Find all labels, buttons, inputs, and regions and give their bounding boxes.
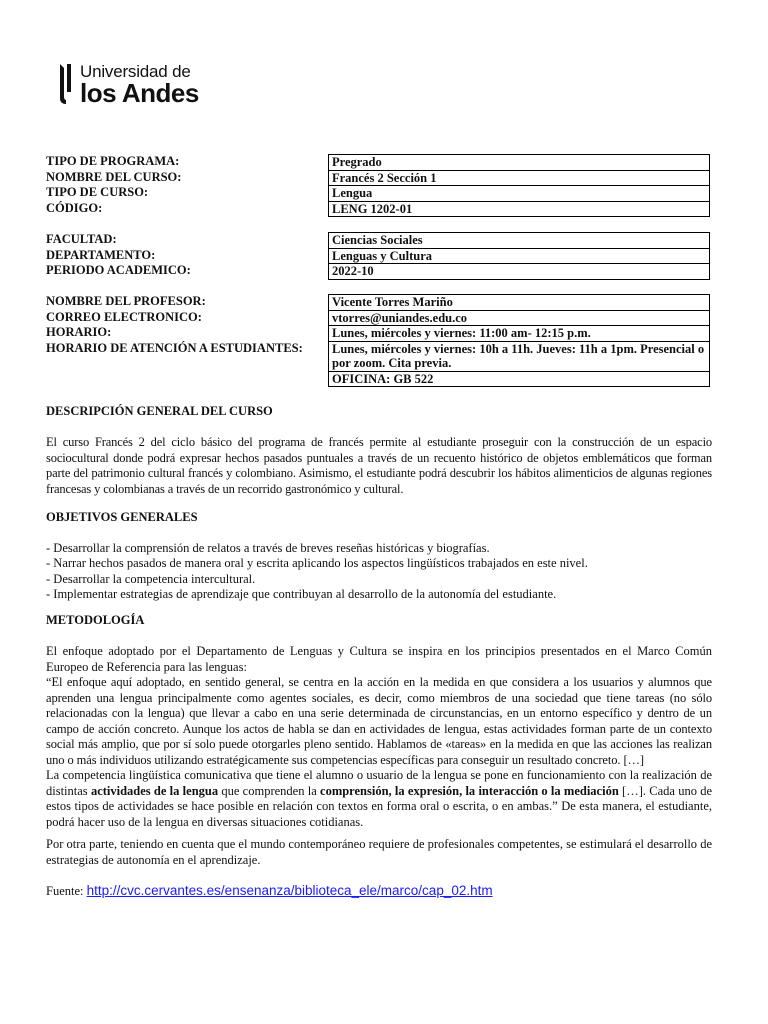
source-link[interactable]: http://cvc.cervantes.es/ensenanza/biblioteca_ele/marco/cap_02.htm	[86, 883, 493, 898]
methodology-paragraph-3: Por otra parte, teniendo en cuenta que el mundo contemporáneo requiere de profesionales competentes, se estimulará el desarrollo de estrategias de autonomía en el aprendizaje.	[46, 837, 712, 867]
quote-lead: “El enfoque aquí adoptado, en sentido general, se centra en la acción en la medida en que considera	[46, 675, 559, 689]
value-nombre-curso: Francés 2 Sección 1	[328, 170, 710, 186]
label-horario: HORARIO:	[46, 325, 112, 339]
label-tipo-curso: TIPO DE CURSO:	[46, 185, 149, 199]
value-horario: Lunes, miércoles y viernes: 11:00 am- 12:15 p.m.	[328, 325, 710, 341]
p2-text-c: que comprenden la	[218, 783, 321, 798]
objectives-list	[46, 541, 712, 602]
label-codigo: CÓDIGO:	[46, 200, 103, 215]
value-horario-atencion: Lunes, miércoles y viernes: 10h a 11h. Jueves: 11h a 1pm. Presencial o por zoom. Cita previa.	[328, 341, 710, 371]
objectives-heading: OBJETIVOS GENERALES	[46, 510, 198, 524]
value-tipo-curso: Lengua	[328, 185, 710, 201]
p2-bold-1: actividades de la lengua	[90, 783, 219, 798]
objective-item: - Narrar hechos pasados de manera oral y escrita aplicando los aspectos lingüísticos trabajados en este nivel.	[46, 556, 588, 571]
label-departamento: DEPARTAMENTO:	[46, 247, 156, 262]
logo-line1: Universidad de	[80, 62, 191, 81]
label-profesor: NOMBRE DEL PROFESOR:	[46, 294, 206, 308]
description-text: El curso Francés 2 del ciclo básico del programa de francés permite al estudiante proseguir con la construcción de un espacio sociocultural donde podrá expresar hechos pasados puntuales a través de un recuento histórico de objetos emblemáticos que forman parte del patrimonio cultural francés y colombiano. Asimismo, el estudiante podrá descubrir los hábitos alimenticios de algunas regiones francesas y colombianas a través de un recorrido gastronómico y cultural.	[46, 435, 712, 496]
description-heading: DESCRIPCIÓN GENERAL DEL CURSO	[46, 404, 273, 418]
methodology-intro: El enfoque adoptado por el Departamento de Lenguas y Cultura se inspira en los principios presentados en el Marco Común Europeo de Referencia para las lenguas:	[46, 644, 712, 674]
value-correo: vtorres@uniandes.edu.co	[328, 310, 710, 326]
label-facultad: FACULTAD:	[46, 232, 117, 246]
value-tipo-programa: Pregrado	[328, 154, 710, 170]
value-profesor: Vicente Torres Mariño	[328, 294, 710, 310]
p2-text-a: La competencia lingüística comunicativa que tiene el alumno o usuario de la lengua se pone en funcionamiento con la realización de distintas	[46, 768, 712, 798]
objective-item: - Desarrollar la comprensión de relatos a través de breves reseñas históricas y biografías.	[46, 541, 490, 555]
label-tipo-programa: TIPO DE PROGRAMA:	[46, 154, 180, 168]
value-departamento: Lenguas y Cultura	[328, 248, 710, 264]
label-periodo: PERIODO ACADEMICO:	[46, 263, 191, 277]
methodology-quote	[46, 675, 712, 768]
methodology-paragraph-2	[46, 768, 712, 830]
objective-item: - Desarrollar la competencia intercultural.	[46, 571, 256, 586]
logo-line2: los Andes	[80, 78, 199, 108]
p2-bold-2: comprensión, la expresión, la interacción o la mediación	[320, 783, 619, 798]
course-info-values-3	[328, 294, 710, 387]
value-periodo: 2022-10	[328, 263, 710, 280]
course-info-values-2	[328, 232, 710, 280]
label-nombre-curso: NOMBRE DEL CURSO:	[46, 169, 182, 184]
university-logo-icon	[58, 62, 74, 106]
label-correo: CORREO ELECTRONICO:	[46, 309, 202, 324]
value-facultad: Ciencias Sociales	[328, 232, 710, 248]
methodology-heading: METODOLOGÍA	[46, 613, 145, 627]
course-info-values-1	[328, 154, 710, 217]
value-oficina: OFICINA: GB 522	[328, 371, 710, 388]
objective-item: - Implementar estrategias de aprendizaje que contribuyan al desarrollo de la autonomía del estudiante.	[46, 586, 557, 601]
source-label: Fuente:	[46, 884, 87, 898]
label-horario-atencion: HORARIO DE ATENCIÓN A ESTUDIANTES:	[46, 340, 303, 355]
quote-body: a los usuarios y alumnos que aprenden una lengua principalmente como agentes sociales, es decir, como miembros de una sociedad que tiene tareas (no sólo relacionadas con la lengua) que llevar a cabo en una serie determinada de circunstancias, en un entorno específico y dentro de un campo de acción concreto. Aunque los actos de habla se dan en actividades de lengua, estas actividades forman parte de un contexto social más amplio, que por sí solo puede otorgarles pleno sentido. Hablamos de «tareas» en la medida en que las acciones las realizan uno o más individuos utilizando estratégicamente sus competencias específicas para conseguir un resultado concreto. […]	[46, 675, 712, 767]
source-line	[46, 883, 493, 899]
p2-text-d: […]. Cada uno de estos tipos de actividades se hace posible en relación con textos en forma oral o escrita, o en ambas.” De esta manera, el estudiante, podrá hacer uso de la lengua en diversas situaciones cotidianas.	[46, 783, 713, 829]
value-codigo: LENG 1202-01	[328, 201, 710, 218]
university-logo	[58, 58, 228, 110]
